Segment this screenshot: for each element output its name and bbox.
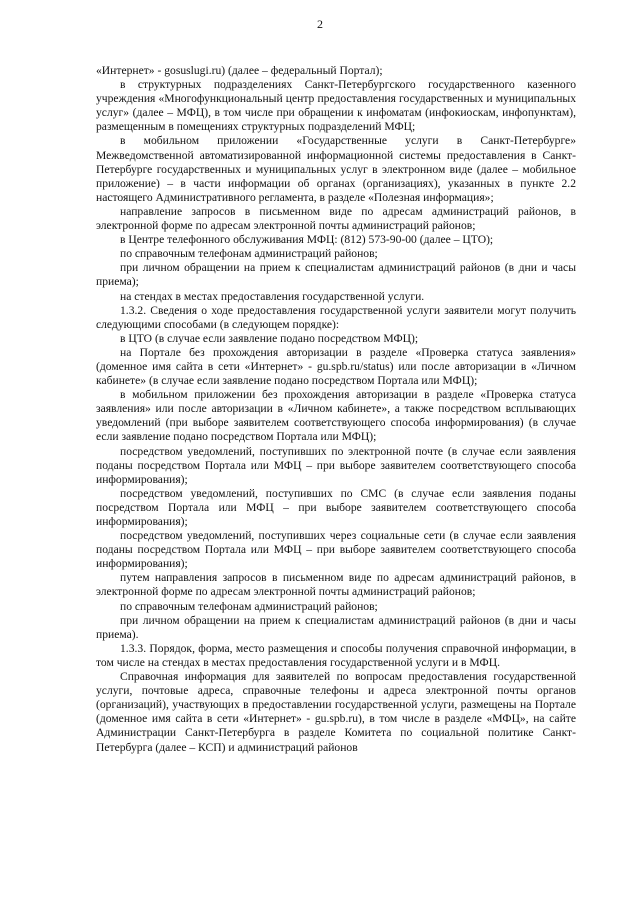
paragraph: направление запросов в письменном виде по адресам администраций районов, в электронной форме по адресам электронной почты администраций районов; [96, 204, 576, 233]
paragraph: Справочная информация для заявителей по вопросам предоставления государственной услуги, почтовые адреса, справочные телефоны и адреса электронной почты органов (организаций), участвующих в предоставлении государственной услуги, размещены на Портале (доменное имя сайта в сети «Интернет» - gu.spb.ru), в том числе в разделе «МФЦ», на сайте Администрации Санкт-Петербурга в разделе Комитета по социальной политике Санкт-Петербурга (далее – КСП) и администраций районов [96, 670, 576, 754]
paragraph: 1.3.2. Сведения о ходе предоставления государственной услуги заявители могут получить следующими способами (в следующем порядке): [96, 303, 576, 331]
paragraph: на стендах в местах предоставления государственной услуги. [120, 289, 425, 303]
paragraph: при личном обращении на прием к специалистам администраций районов (в дни и часы приема). [96, 613, 576, 641]
paragraph: посредством уведомлений, поступивших по электронной почте (в случае если заявления поданы посредством Портала или МФЦ – при выборе заявителем соответствующего способа информирования); [96, 444, 576, 486]
paragraph: при личном обращении на прием к специалистам администраций районов (в дни и часы приема); [96, 261, 576, 289]
paragraph: путем направления запросов в письменном виде по адресам администраций районов, в электронной форме по адресам электронной почты администраций районов; [96, 571, 576, 599]
paragraph: в Центре телефонного обслуживания МФЦ: (812) 573-90-00 (далее – ЦТО); [120, 233, 494, 247]
paragraph: на Портале без прохождения авторизации в разделе «Проверка статуса заявления» (доменное имя сайта в сети «Интернет» - gu.spb.ru/status) или после авторизации в «Личном кабинете» (в случае если заявление подано посредством Портала или МФЦ); [96, 345, 576, 388]
paragraph: посредством уведомлений, поступивших через социальные сети (в случае если заявления поданы посредством Портала или МФЦ – при выборе заявителем соответствующего способа информирования); [96, 529, 576, 571]
paragraph: по справочным телефонам администраций районов; [120, 247, 378, 261]
paragraph: 1.3.3. Порядок, форма, место размещения и способы получения справочной информации, в том числе на стендах в местах предоставления государственной услуги и в МФЦ. [96, 641, 576, 669]
page-number: 2 [317, 17, 323, 31]
body-text [96, 64, 576, 755]
paragraph: в структурных подразделениях Санкт-Петербургского государственного казенного учреждения «Многофункциональный центр предоставления государственных и муниципальных услуг» (далее – МФЦ), в том числе при обращении к инфоматам (инфокиоскам, инфопунктам), размещенным в помещениях структурных подразделений МФЦ; [96, 78, 576, 134]
paragraph: в ЦТО (в случае если заявление подано посредством МФЦ); [120, 331, 419, 345]
paragraph: «Интернет» - gosuslugi.ru) (далее – федеральный Портал); [96, 64, 383, 77]
paragraph: посредством уведомлений, поступивших по СМС (в случае если заявления поданы посредством Портала или МФЦ – при выборе заявителем соответствующего способа информирования); [96, 486, 576, 528]
paragraph: в мобильном приложении без прохождения авторизации в разделе «Проверка статуса заявления» или после авторизации в «Личном кабинете», а также посредством всплывающих уведомлений (при выборе заявителем соответствующего способа информирования) (в случае если заявление подано посредством Портала или МФЦ); [96, 388, 576, 444]
paragraph: в мобильном приложении «Государственные услуги в Санкт-Петербурге» Межведомственной автоматизированной информационной системы предоставления в Санкт-Петербурге государственных и муниципальных услуг в электронном виде (далее – мобильное приложение) – в части информации об органах (организациях), указанных в пункте 2.2 настоящего Административного регламента, в разделе «Полезная информация»; [96, 134, 576, 204]
paragraph: по справочным телефонам администраций районов; [120, 599, 378, 613]
